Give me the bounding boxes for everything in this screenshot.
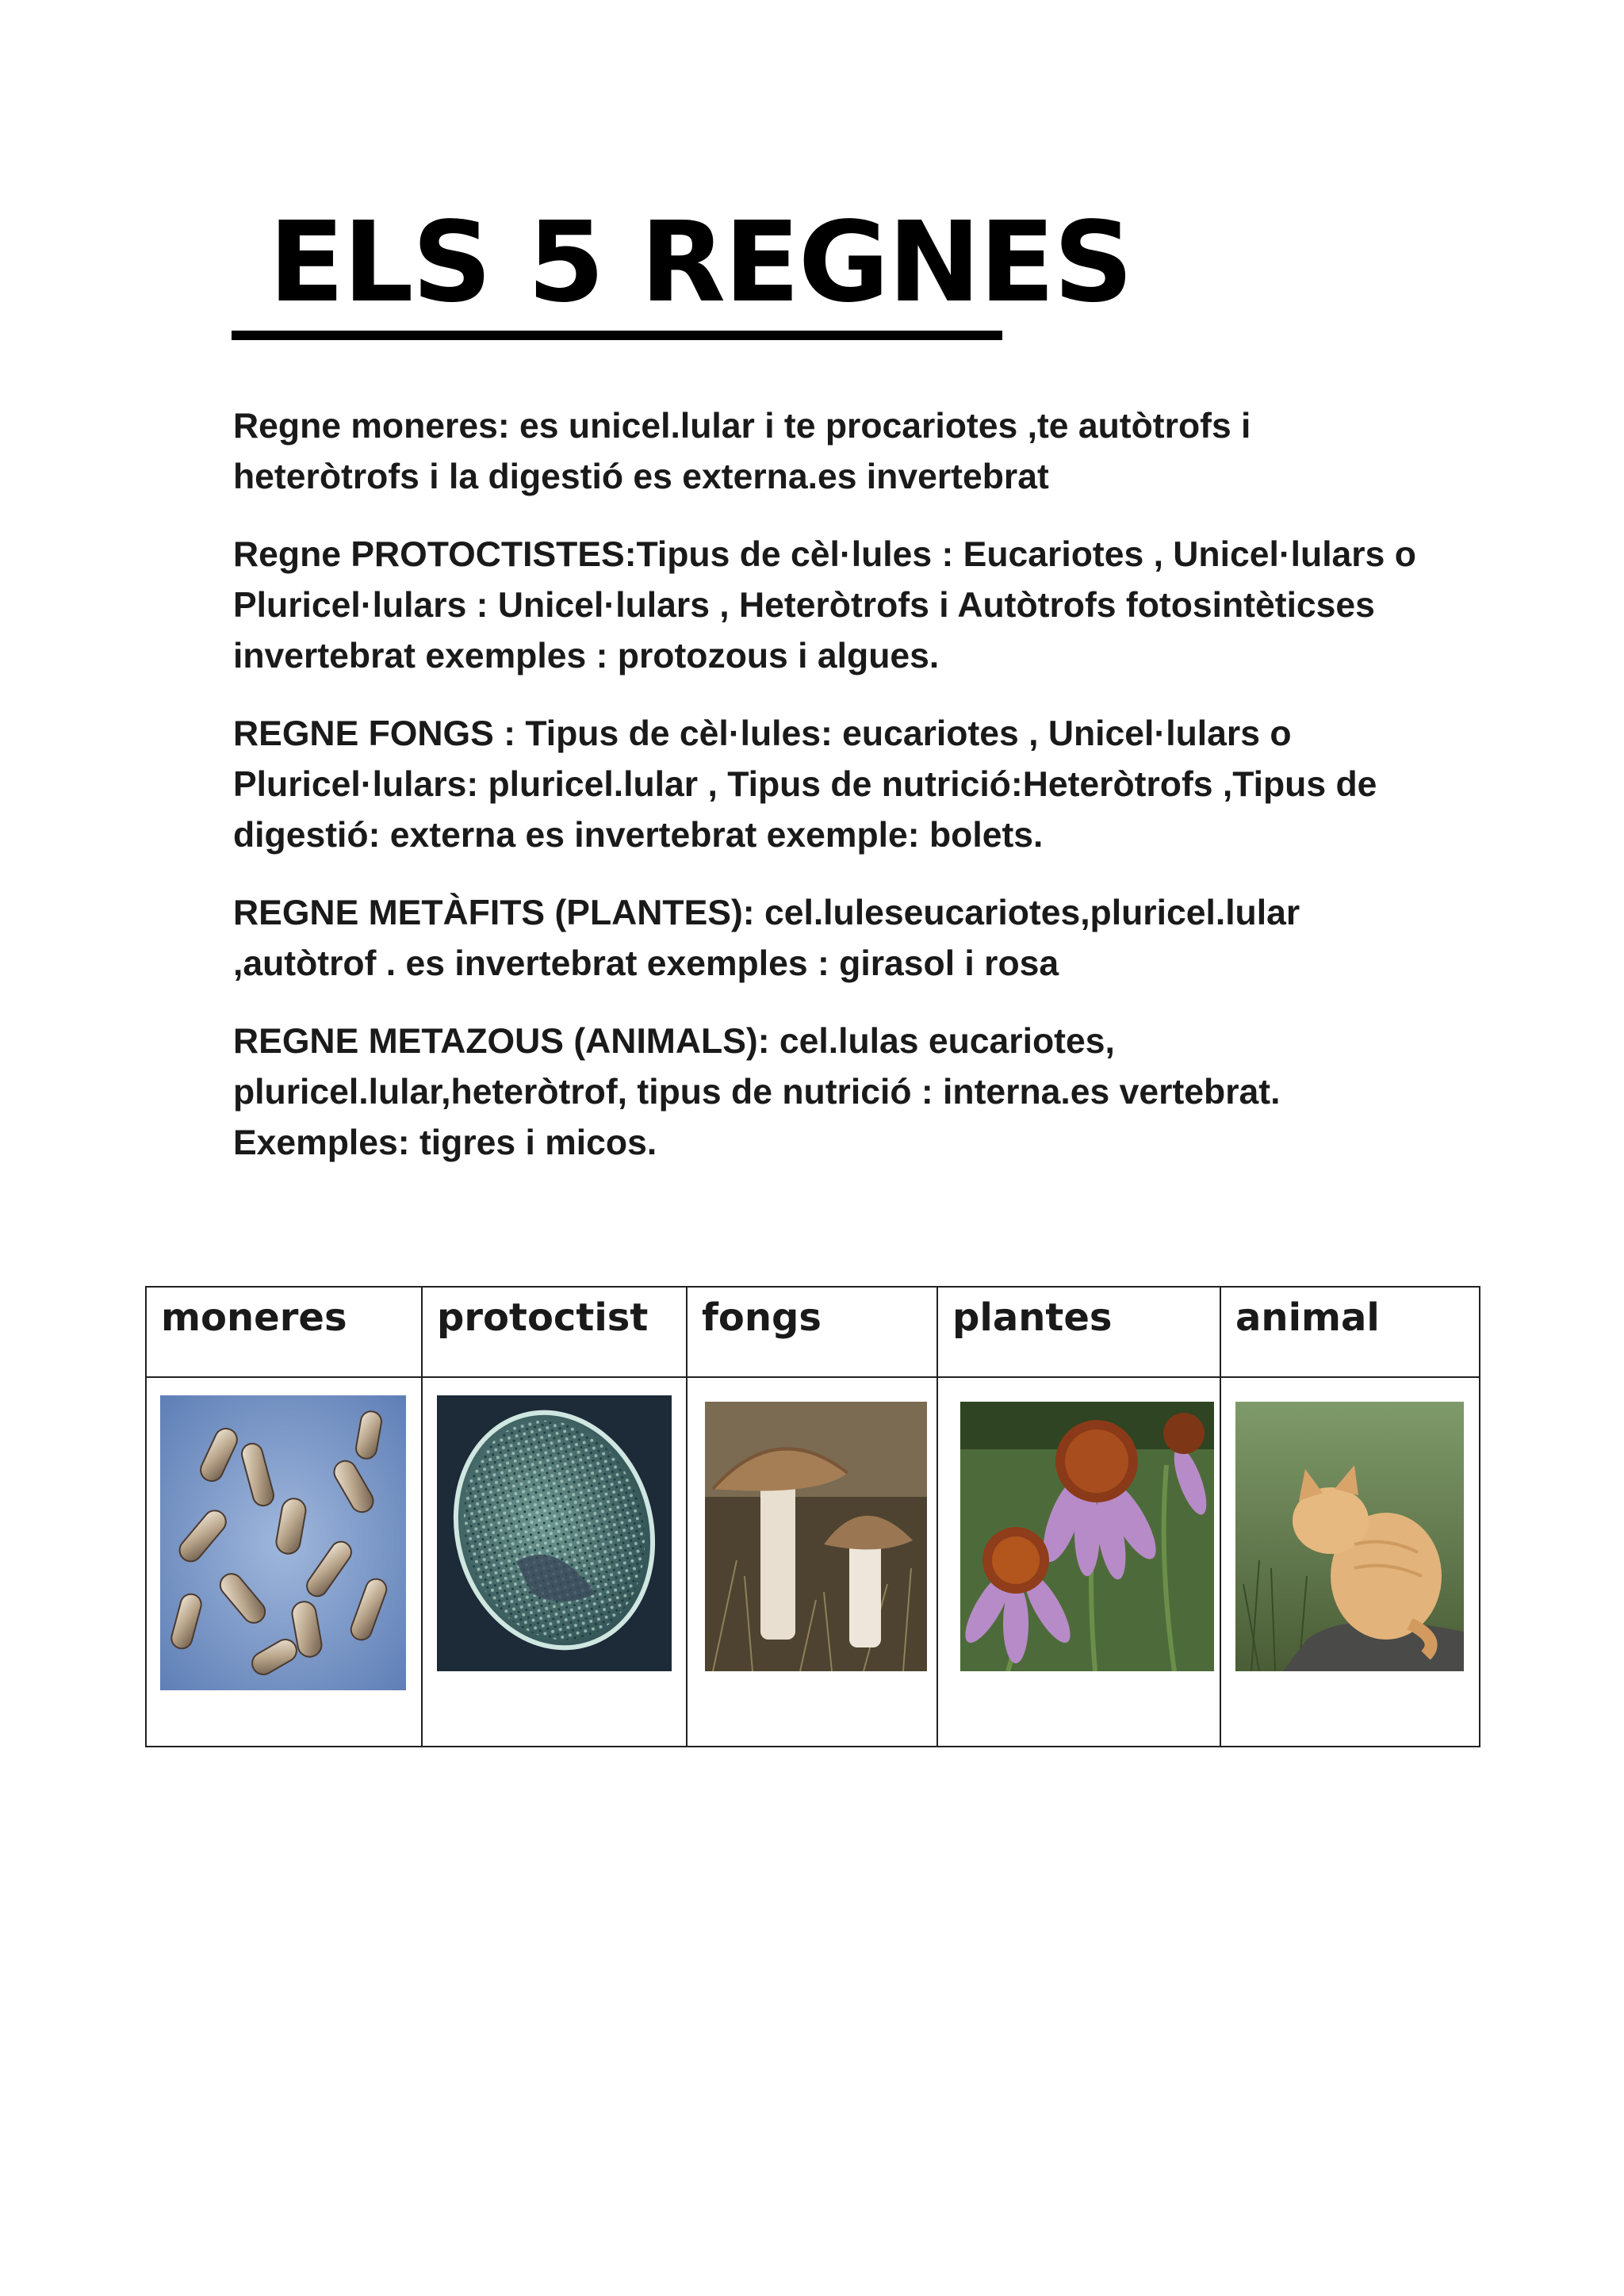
bacteria-photo (160, 1395, 406, 1690)
paramecium-photo (437, 1395, 672, 1671)
header-cell-protoctist (422, 1287, 687, 1377)
page-title: ELS 5 REGNES (232, 198, 1132, 327)
header-cell-animal (1220, 1287, 1480, 1377)
table-image-row (146, 1377, 1480, 1747)
paragraph-metazous: REGNE METAZOUS (ANIMALS): cel.lulas eucariotes, pluricel.lular,heteròtrof, tipus de nutrició : interna.es vertebrat. Exemples: tigres i micos. (233, 1022, 1281, 1162)
kingdoms-table (145, 1286, 1480, 1747)
paragraph-metafits: REGNE METÀFITS (PLANTES): cel.luleseucariotes,pluricel.lular ,autòtrof . es invertebrat exemples : girasol i rosa (233, 894, 1300, 983)
paragraph-protoctistes: Regne PROTOCTISTES:Tipus de cèl·lules : Eucariotes , Unicel·lulars o Pluricel·lulars : Unicel·lulars , Heteròtrofs i Autòtrofs fotosintèticses invertebrat exemples : protozous i algues. (233, 535, 1416, 675)
header-label: protoctist (437, 1295, 649, 1340)
paragraph-fongs: REGNE FONGS : Tipus de cèl·lules: eucariotes , Unicel·lulars o Pluricel·lulars: pluricel.lular , Tipus de nutrició:Heteròtrofs ,Tipus de digestió: externa es invertebrat exemple: bolets. (233, 714, 1377, 855)
image-cell-protoctist (422, 1377, 687, 1747)
paragraph-moneres: Regne moneres: es unicel.lular i te procariotes ,te autòtrofs i heteròtrofs i la digestió es externa.es invertebrat (233, 407, 1251, 496)
cat-photo (1235, 1402, 1464, 1671)
title-underline (232, 331, 1002, 340)
mushroom-photo (705, 1402, 927, 1671)
table-header-row (146, 1287, 1480, 1377)
header-label: fongs (702, 1295, 822, 1340)
header-label: moneres (161, 1295, 347, 1340)
image-cell-moneres (146, 1377, 422, 1747)
image-cell-animal (1220, 1377, 1480, 1747)
header-cell-plantes (937, 1287, 1220, 1377)
header-label: plantes (952, 1295, 1113, 1340)
image-cell-fongs (687, 1377, 937, 1747)
echinacea-flower-photo (960, 1402, 1214, 1671)
header-cell-fongs (687, 1287, 937, 1377)
header-label: animal (1235, 1295, 1380, 1340)
image-cell-plantes (937, 1377, 1220, 1747)
body-text (233, 401, 1423, 1196)
header-cell-moneres (146, 1287, 422, 1377)
